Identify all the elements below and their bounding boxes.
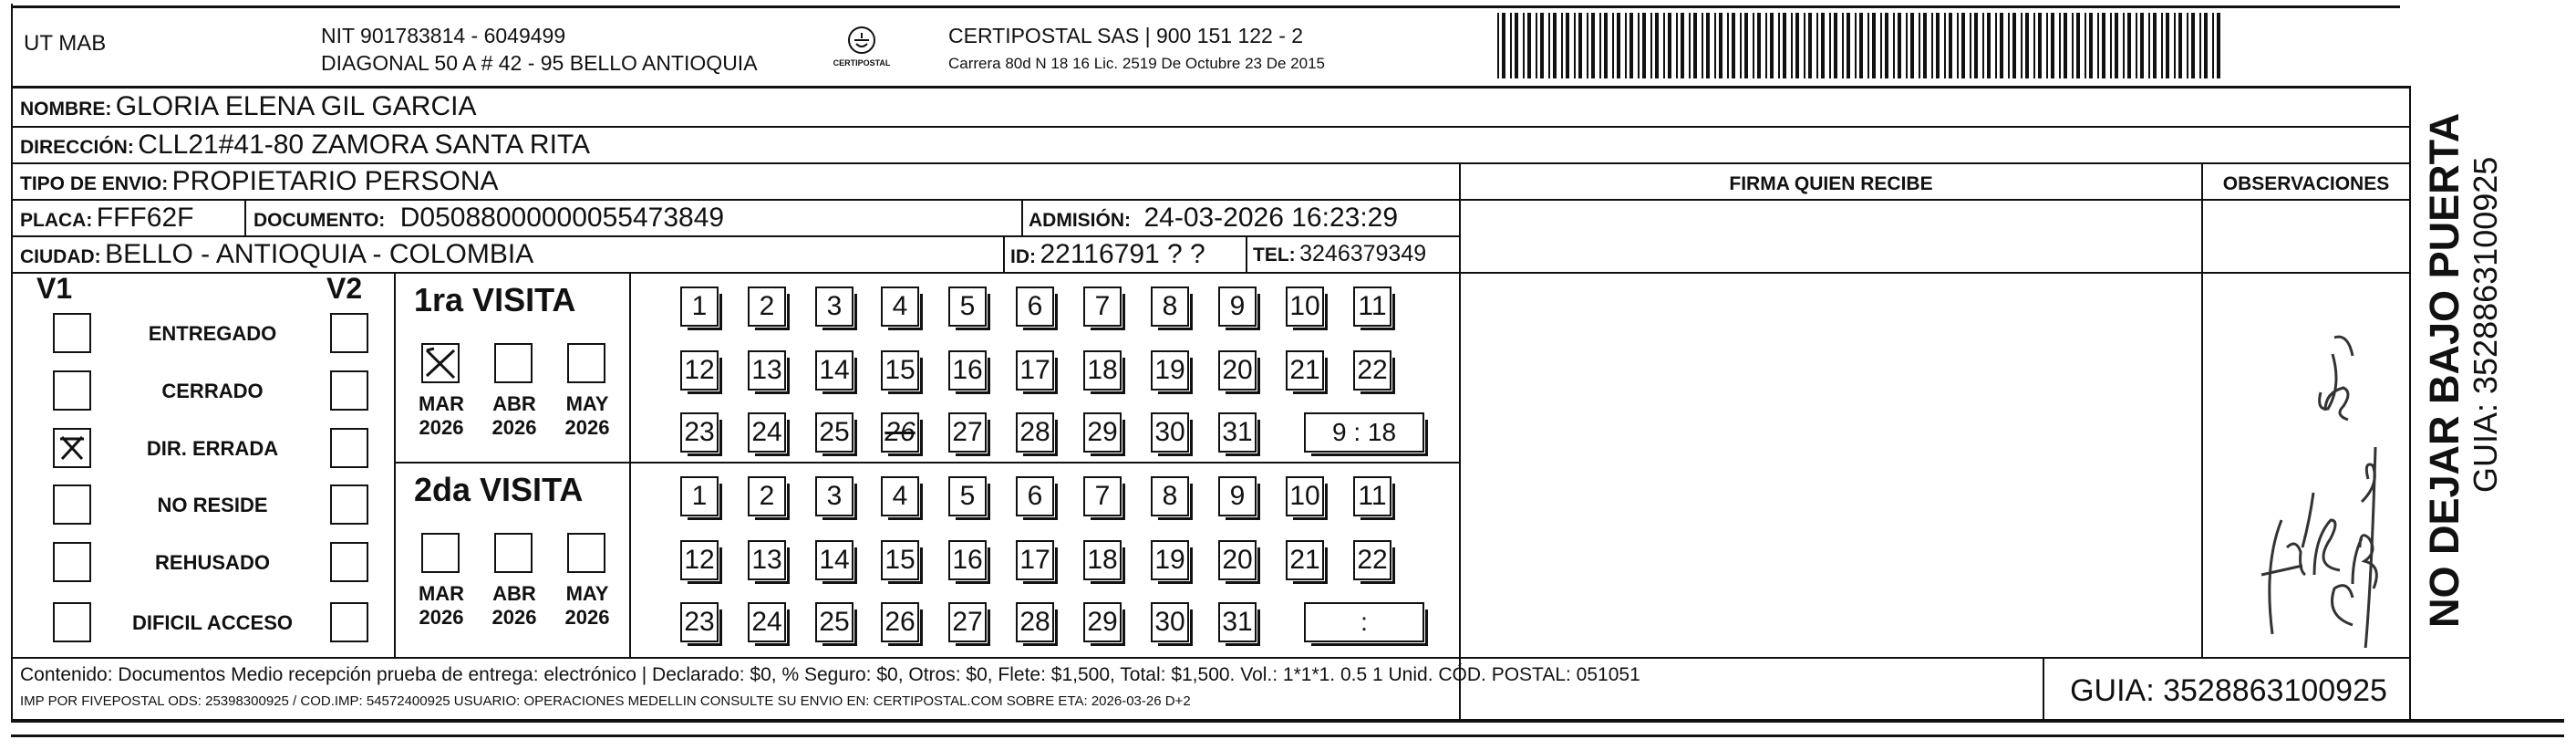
barcode-bar — [1693, 13, 1697, 78]
barcode-bar — [1808, 13, 1812, 78]
day-box[interactable]: 28 — [1016, 602, 1054, 642]
day-box[interactable]: 4 — [881, 476, 919, 516]
day-box[interactable]: 4 — [881, 286, 919, 327]
day-box[interactable]: 18 — [1083, 540, 1122, 580]
barcode-bar — [1642, 13, 1646, 78]
barcode-bar — [2064, 13, 2067, 78]
barcode-bar — [1847, 13, 1850, 78]
month-name: ABR — [492, 582, 536, 605]
barcode-bar — [2140, 13, 2144, 78]
barcode-bar — [2127, 13, 2131, 78]
barcode-bar — [1553, 13, 1557, 78]
barcode-bar — [2191, 13, 2195, 78]
barcode-bar — [1714, 13, 1716, 78]
barcode-bar — [1995, 13, 1997, 78]
barcode-bar — [1859, 13, 1863, 78]
status-label: DIFICIL ACCESO — [131, 611, 293, 634]
direccion-label: DIRECCIÓN: — [20, 137, 134, 158]
side-guia: GUIA: 3528863100925 — [2467, 156, 2504, 493]
barcode-bar — [1791, 13, 1793, 78]
barcode-bar — [1689, 13, 1691, 78]
barcode-bar — [2097, 13, 2099, 78]
barcode-bar — [2059, 13, 2061, 78]
day-box[interactable]: 11 — [1353, 286, 1391, 327]
barcode-bar — [1919, 13, 1920, 78]
barcode-bar — [1804, 13, 1805, 78]
barcode-bar — [1893, 13, 1895, 78]
day-box[interactable]: 31 — [1218, 602, 1257, 642]
tel-value: 3246379349 — [1299, 241, 1427, 266]
nombre-label: NOMBRE: — [20, 99, 112, 120]
barcode-bar — [2076, 13, 2080, 78]
day-box[interactable]: 29 — [1083, 602, 1122, 642]
v1-checkbox[interactable] — [53, 313, 91, 353]
barcode-bar — [2153, 13, 2157, 78]
day-box[interactable]: 7 — [1083, 476, 1122, 516]
month-label — [487, 392, 542, 440]
nit: NIT 901783814 - 6049499 — [321, 24, 566, 47]
day-box[interactable]: 26 — [881, 412, 919, 453]
barcode-bar — [2115, 13, 2118, 78]
barcode-bar — [1906, 13, 1908, 78]
day-box[interactable]: 3 — [815, 476, 853, 516]
barcode-bar — [1497, 13, 1499, 78]
barcode-bar — [2199, 13, 2201, 78]
day-box[interactable]: 28 — [1016, 412, 1054, 453]
direccion-value: CLL21#41-80 ZAMORA SANTA RITA — [138, 130, 591, 160]
barcode-bar — [2008, 13, 2010, 78]
barcode-bar — [1527, 13, 1531, 78]
day-box[interactable]: 17 — [1016, 350, 1054, 391]
barcode-bar — [1650, 13, 1652, 78]
barcode-bar — [1923, 13, 1927, 78]
barcode-bar — [1676, 13, 1678, 78]
day-box[interactable]: 9 — [1218, 286, 1257, 327]
barcode-bar — [1816, 13, 1818, 78]
day-box[interactable]: 22 — [1353, 540, 1391, 580]
barcode-bar — [1744, 13, 1748, 78]
day-box[interactable]: 24 — [748, 412, 786, 453]
barcode-bar — [2174, 13, 2176, 78]
documento-label: DOCUMENTO: — [253, 210, 386, 231]
day-box[interactable]: 31 — [1218, 412, 1257, 453]
barcode-bar — [1536, 13, 1537, 78]
day-box[interactable]: 14 — [815, 350, 853, 391]
barcode-bar — [1982, 13, 1984, 78]
barcode-bar — [1638, 13, 1640, 78]
barcode-bar — [1944, 13, 1946, 78]
id-value: 22116791 ? ? — [1040, 239, 1205, 269]
month-label — [560, 392, 615, 440]
barcode-bar — [1574, 13, 1576, 78]
day-box[interactable]: 5 — [948, 286, 987, 327]
carrier-name: CERTIPOSTAL SAS | 900 151 122 - 2 — [948, 24, 1304, 47]
day-box[interactable]: 6 — [1016, 476, 1054, 516]
day-box[interactable]: 26 — [881, 602, 919, 642]
barcode-bar — [1502, 13, 1505, 78]
day-box[interactable]: 10 — [1286, 286, 1324, 327]
barcode-bar — [1880, 13, 1882, 78]
barcode-bar — [2021, 13, 2023, 78]
month-checkbox[interactable] — [567, 533, 605, 573]
day-box[interactable]: 13 — [748, 540, 786, 580]
barcode — [1497, 13, 2225, 78]
v1-label: V1 — [36, 272, 73, 305]
day-box[interactable]: 21 — [1286, 350, 1324, 391]
barcode-bar — [1783, 13, 1786, 78]
observaciones-header: OBSERVACIONES — [2222, 173, 2390, 194]
barcode-bar — [1612, 13, 1614, 78]
day-box[interactable]: 25 — [815, 412, 853, 453]
day-box[interactable]: 1 — [680, 286, 719, 327]
v2-checkbox[interactable] — [330, 542, 368, 582]
barcode-bar — [1510, 13, 1512, 78]
barcode-bar — [1663, 13, 1665, 78]
barcode-bar — [1566, 13, 1569, 78]
barcode-bar — [2102, 13, 2105, 78]
barcode-bar — [1655, 13, 1659, 78]
day-box[interactable]: 6 — [1016, 286, 1054, 327]
barcode-bar — [1629, 13, 1633, 78]
observaciones-handwriting — [2216, 274, 2398, 648]
month-year: 2026 — [491, 606, 537, 629]
tel-label: TEL: — [1253, 245, 1296, 266]
month-name: MAY — [565, 392, 609, 415]
time-box[interactable]: 9 : 18 — [1304, 412, 1424, 453]
day-box[interactable]: 19 — [1151, 350, 1189, 391]
month-label — [414, 392, 469, 440]
barcode-bar — [1872, 13, 1876, 78]
day-box[interactable]: 23 — [680, 602, 719, 642]
barcode-bar — [1702, 13, 1703, 78]
month-label — [560, 582, 615, 630]
barcode-bar — [1578, 13, 1582, 78]
day-box[interactable]: 11 — [1353, 476, 1391, 516]
barcode-bar — [1931, 13, 1933, 78]
barcode-bar — [2110, 13, 2112, 78]
day-box[interactable]: 12 — [680, 540, 719, 580]
month-checkbox[interactable] — [494, 343, 533, 383]
barcode-bar — [1898, 13, 1901, 78]
month-name: MAR — [418, 582, 465, 605]
day-box[interactable]: 15 — [881, 350, 919, 391]
nombre-value: GLORIA ELENA GIL GARCIA — [115, 91, 477, 121]
barcode-bar — [1957, 13, 1959, 78]
barcode-bar — [1855, 13, 1857, 78]
carrier-license: Carrera 80d N 18 16 Lic. 2519 De Octubre 23 De 2015 — [948, 55, 1325, 72]
v1-checkbox[interactable] — [53, 370, 91, 411]
day-box[interactable]: 22 — [1353, 350, 1391, 391]
barcode-bar — [1587, 13, 1588, 78]
placa-value: FFF62F — [96, 203, 194, 233]
day-box[interactable]: 1 — [680, 476, 719, 516]
day-box[interactable]: 30 — [1151, 412, 1189, 453]
documento-value: D05088000000055473849 — [399, 203, 725, 233]
v1-checkbox[interactable] — [53, 602, 91, 642]
day-box[interactable]: 3 — [815, 286, 853, 327]
day-box[interactable]: 12 — [680, 350, 719, 391]
day-box[interactable]: 24 — [748, 602, 786, 642]
barcode-bar — [1540, 13, 1544, 78]
barcode-bar — [1795, 13, 1799, 78]
status-label: ENTREGADO — [148, 322, 277, 345]
barcode-bar — [2038, 13, 2042, 78]
day-box[interactable]: 8 — [1151, 476, 1189, 516]
status-label: NO RESIDE — [157, 494, 268, 516]
barcode-bar — [1885, 13, 1888, 78]
sender-address: DIAGONAL 50 A # 42 - 95 BELLO ANTIOQUIA — [321, 51, 758, 75]
barcode-bar — [1617, 13, 1620, 78]
barcode-bar — [1719, 13, 1723, 78]
barcode-bar — [2025, 13, 2029, 78]
barcode-bar — [2012, 13, 2016, 78]
day-box[interactable]: 16 — [948, 350, 987, 391]
month-checkbox[interactable] — [421, 343, 460, 383]
month-year: 2026 — [419, 606, 464, 629]
day-box[interactable]: 2 — [748, 286, 786, 327]
barcode-bar — [2161, 13, 2163, 78]
barcode-bar — [1604, 13, 1608, 78]
barcode-bar — [1910, 13, 1914, 78]
barcode-bar — [2148, 13, 2150, 78]
carrier-logo — [830, 22, 894, 77]
barcode-bar — [1867, 13, 1869, 78]
v2-checkbox[interactable] — [330, 428, 368, 468]
day-box[interactable]: 2 — [748, 476, 786, 516]
admision-value: 24-03-2026 16:23:29 — [1143, 203, 1399, 233]
v1-checkbox[interactable] — [53, 484, 91, 525]
barcode-bar — [1753, 13, 1754, 78]
side-title: NO DEJAR BAJO PUERTA — [2421, 112, 2467, 628]
barcode-bar — [1757, 13, 1761, 78]
barcode-bar — [2123, 13, 2125, 78]
v2-checkbox[interactable] — [330, 313, 368, 353]
barcode-bar — [1936, 13, 1940, 78]
barcode-bar — [2217, 13, 2220, 78]
day-box[interactable]: 15 — [881, 540, 919, 580]
month-name: MAY — [565, 582, 609, 605]
day-box[interactable]: 7 — [1083, 286, 1122, 327]
barcode-bar — [1949, 13, 1952, 78]
month-year: 2026 — [564, 416, 610, 439]
day-box[interactable]: 17 — [1016, 540, 1054, 580]
day-box[interactable]: 30 — [1151, 602, 1189, 642]
firma-header: FIRMA QUIEN RECIBE — [1729, 173, 1933, 194]
barcode-bar — [1668, 13, 1671, 78]
barcode-bar — [2204, 13, 2208, 78]
v2-label: V2 — [326, 272, 363, 305]
barcode-bar — [2166, 13, 2169, 78]
barcode-bar — [1732, 13, 1735, 78]
day-box[interactable]: 27 — [948, 602, 987, 642]
barcode-bar — [1770, 13, 1774, 78]
day-box[interactable]: 16 — [948, 540, 987, 580]
ciudad-value: BELLO - ANTIOQUIA - COLOMBIA — [105, 239, 534, 269]
barcode-bar — [1765, 13, 1767, 78]
day-box[interactable]: 8 — [1151, 286, 1189, 327]
day-box[interactable]: 14 — [815, 540, 853, 580]
barcode-bar — [1727, 13, 1729, 78]
barcode-bar — [1591, 13, 1595, 78]
barcode-bar — [1740, 13, 1742, 78]
visit-title: 2da VISITA — [414, 471, 584, 508]
day-box[interactable]: 13 — [748, 350, 786, 391]
tipo-label: TIPO DE ENVIO: — [20, 173, 169, 194]
barcode-bar — [1625, 13, 1627, 78]
day-box[interactable]: 5 — [948, 476, 987, 516]
logo-text: CERTIPOSTAL — [833, 58, 891, 68]
month-name: ABR — [492, 392, 536, 415]
barcode-bar — [1599, 13, 1601, 78]
day-box[interactable]: 25 — [815, 602, 853, 642]
visit-title: 1ra VISITA — [414, 281, 576, 318]
barcode-bar — [2178, 13, 2182, 78]
day-box[interactable]: 9 — [1218, 476, 1257, 516]
barcode-bar — [1987, 13, 1991, 78]
month-checkbox[interactable] — [494, 533, 533, 573]
month-checkbox[interactable] — [567, 343, 605, 383]
day-box[interactable]: 23 — [680, 412, 719, 453]
barcode-bar — [1821, 13, 1825, 78]
company-name: UT MAB — [24, 31, 107, 56]
barcode-bar — [2046, 13, 2048, 78]
day-box[interactable]: 18 — [1083, 350, 1122, 391]
barcode-bar — [2072, 13, 2074, 78]
barcode-bar — [2033, 13, 2035, 78]
tipo-value: PROPIETARIO PERSONA — [171, 166, 499, 196]
barcode-bar — [2136, 13, 2137, 78]
footer-imp: IMP POR FIVEPOSTAL ODS: 25398300925 / COD.IMP: 54572400925 USUARIO: OPERACIONES MEDELLIN CONSULTE SU ENVIO EN: CERTIPOSTAL.COM SOBRE ETA: 2026-03-26 D+2 — [20, 693, 1191, 709]
status-label: REHUSADO — [155, 551, 270, 574]
v2-checkbox[interactable] — [330, 484, 368, 525]
day-box[interactable]: 20 — [1218, 540, 1257, 580]
barcode-bar — [1974, 13, 1978, 78]
footer-guia: GUIA: 3528863100925 — [2070, 673, 2387, 708]
barcode-bar — [2000, 13, 2003, 78]
admision-label: ADMISIÓN: — [1029, 210, 1131, 231]
barcode-bar — [1706, 13, 1710, 78]
month-year: 2026 — [491, 416, 537, 439]
day-box[interactable]: 21 — [1286, 540, 1324, 580]
barcode-bar — [1515, 13, 1518, 78]
day-box[interactable]: 10 — [1286, 476, 1324, 516]
ciudad-label: CIUDAD: — [20, 246, 101, 267]
barcode-bar — [2212, 13, 2214, 78]
month-year: 2026 — [419, 416, 464, 439]
month-checkbox[interactable] — [421, 533, 460, 573]
day-box[interactable]: 19 — [1151, 540, 1189, 580]
barcode-bar — [1842, 13, 1844, 78]
footer-contenido: Contenido: Documentos Medio recepción prueba de entrega: electrónico | Declarado: $0, % Seguro: $0, Otros: $0, Flete: $1,500, Total: $1,500. Vol.: 1*1*1. 0.5 1 Unid. CÓD. POSTAL: 051051 — [20, 664, 1640, 685]
status-label: CERRADO — [161, 380, 264, 402]
placa-label: PLACA: — [20, 210, 93, 231]
barcode-bar — [1970, 13, 1971, 78]
status-label: DIR. ERRADA — [146, 437, 279, 460]
v2-checkbox[interactable] — [330, 370, 368, 411]
barcode-bar — [2089, 13, 2093, 78]
month-year: 2026 — [564, 606, 610, 629]
barcode-bar — [2051, 13, 2054, 78]
barcode-bar — [1561, 13, 1563, 78]
barcode-bar — [1834, 13, 1837, 78]
barcode-bar — [1778, 13, 1780, 78]
day-box[interactable]: 29 — [1083, 412, 1122, 453]
barcode-bar — [1548, 13, 1550, 78]
barcode-bar — [2187, 13, 2188, 78]
barcode-bar — [1829, 13, 1831, 78]
barcode-bar — [1681, 13, 1684, 78]
month-label — [414, 582, 469, 630]
id-label: ID: — [1010, 246, 1036, 267]
barcode-bar — [1961, 13, 1965, 78]
time-box[interactable]: : — [1304, 602, 1424, 642]
month-label — [487, 582, 542, 630]
v1-checkbox[interactable] — [53, 542, 91, 582]
barcode-bar — [1523, 13, 1525, 78]
v1-checkbox[interactable] — [53, 428, 91, 468]
day-box[interactable]: 20 — [1218, 350, 1257, 391]
day-box[interactable]: 27 — [948, 412, 987, 453]
barcode-bar — [2085, 13, 2086, 78]
v2-checkbox[interactable] — [330, 602, 368, 642]
month-name: MAR — [418, 392, 465, 415]
